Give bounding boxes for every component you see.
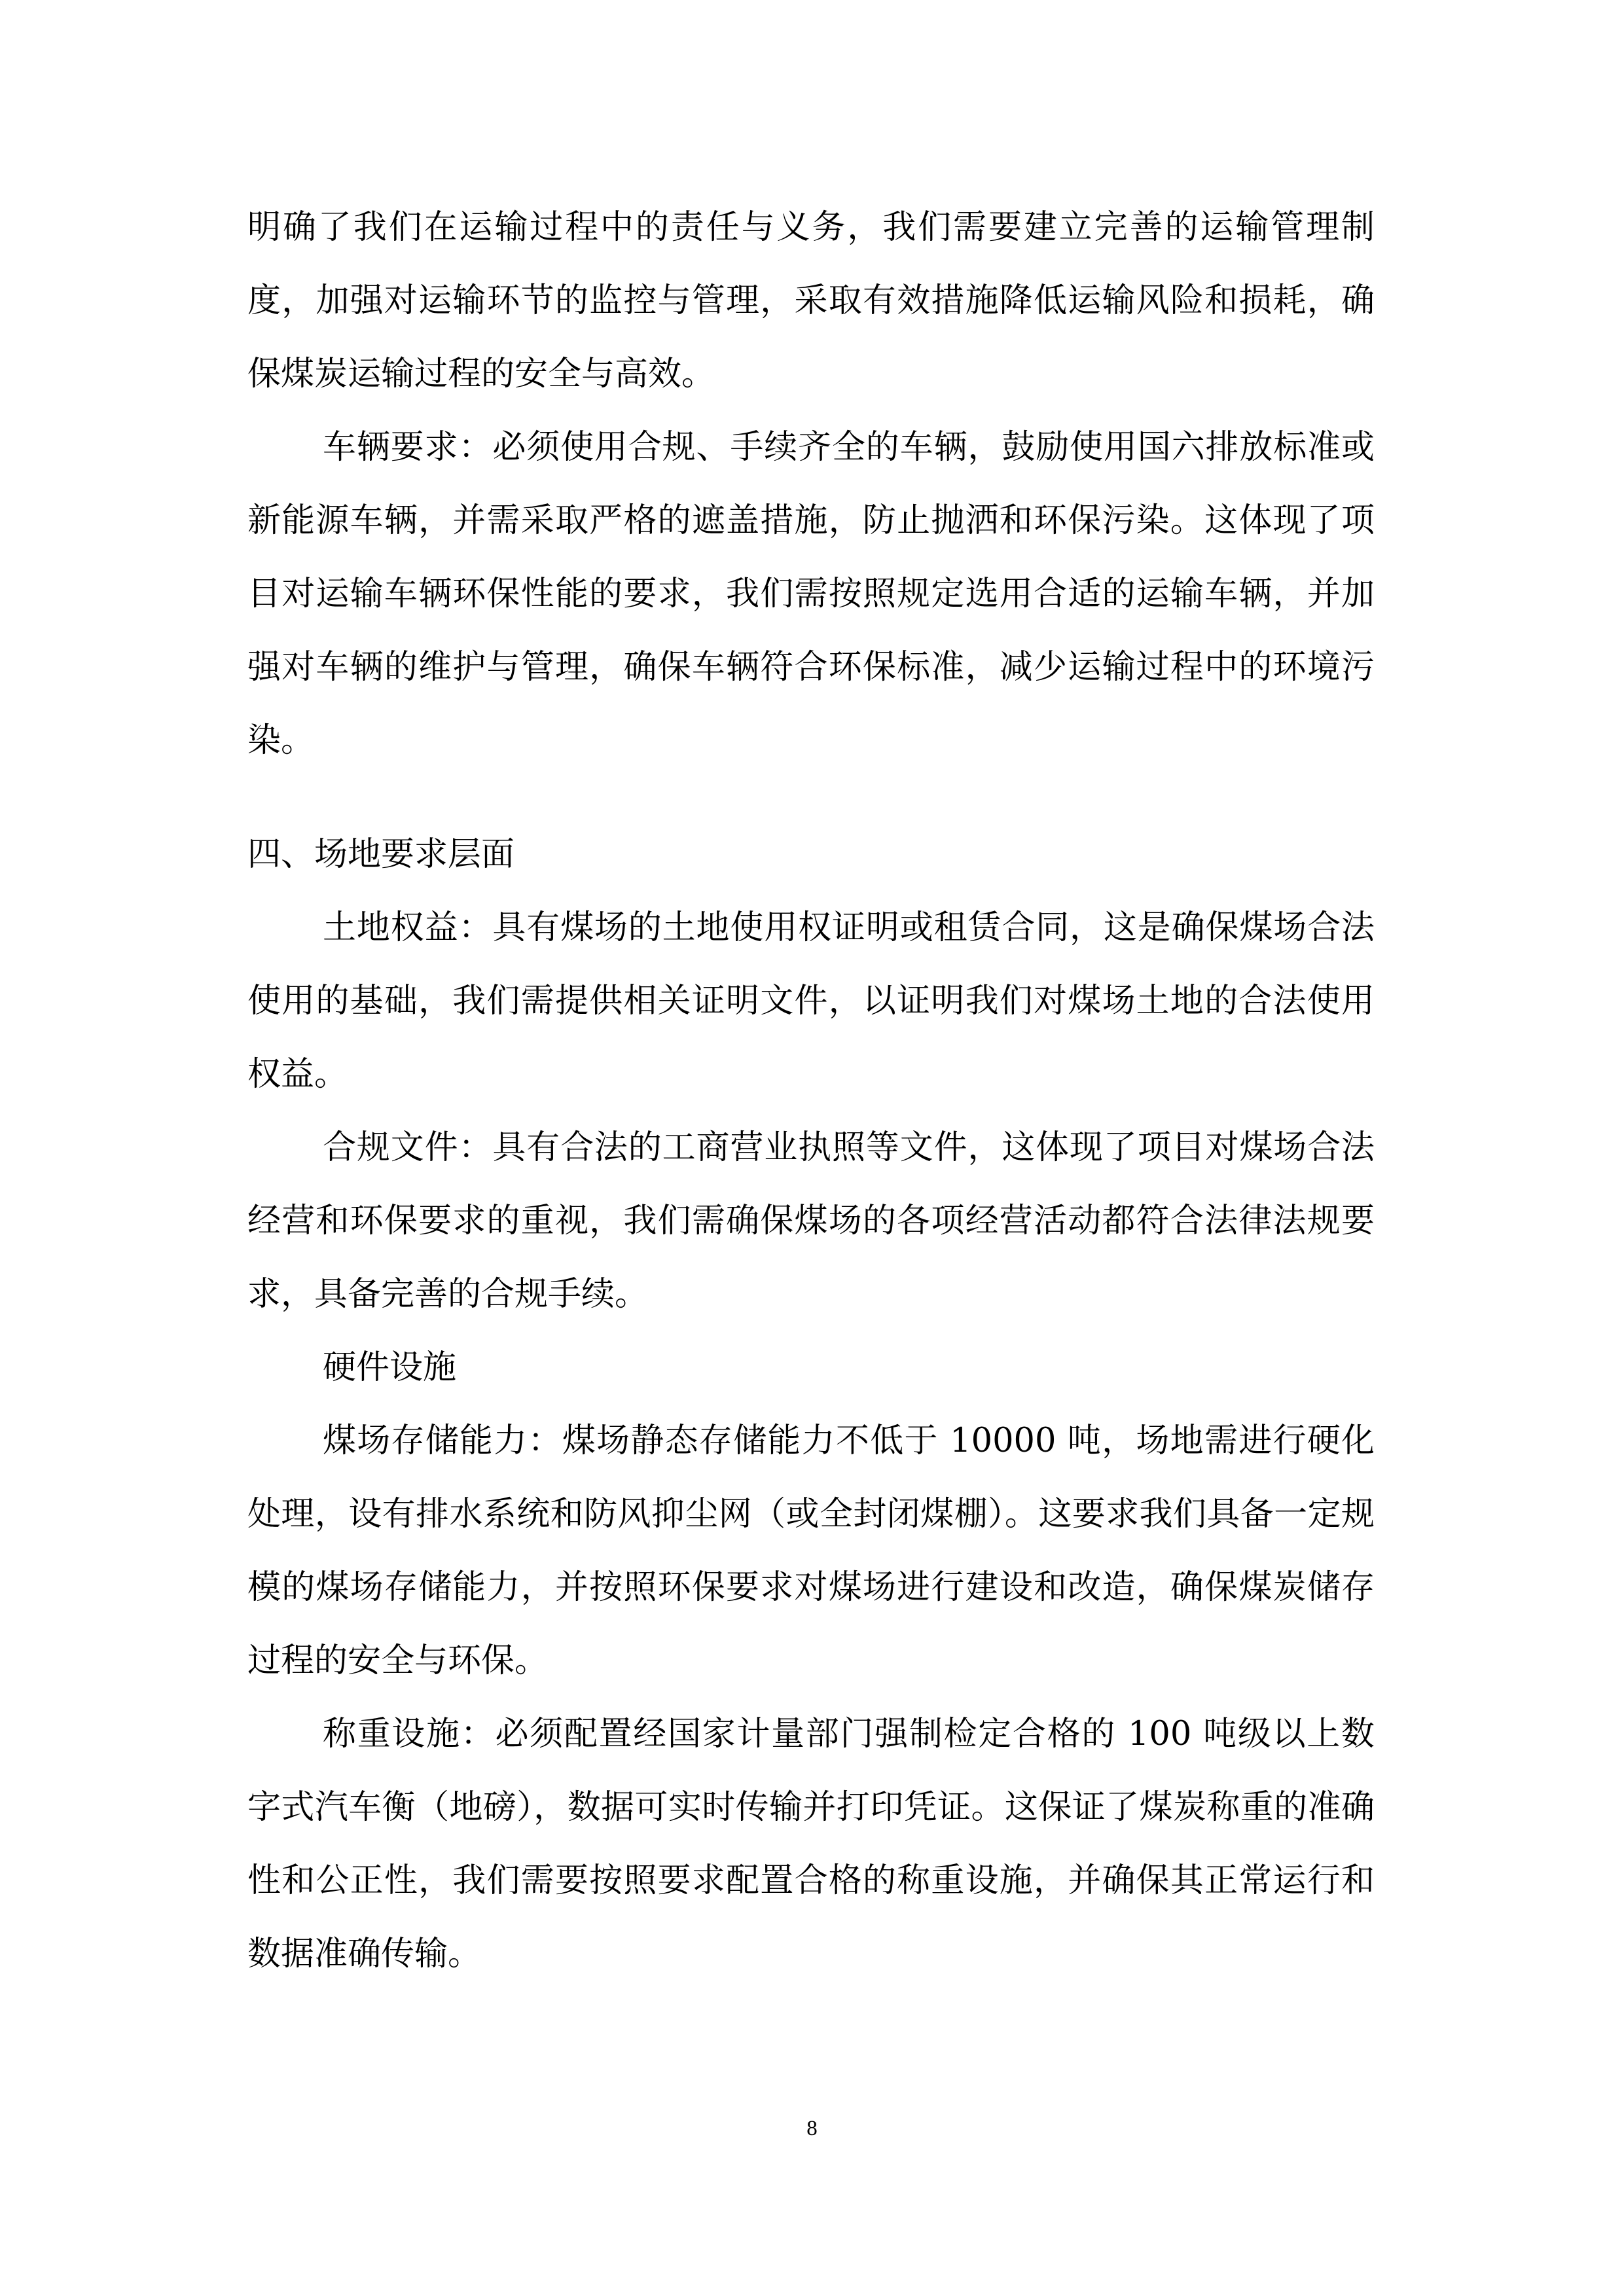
- page-number: 8: [806, 2117, 818, 2140]
- paragraph-compliance-documents: 合规文件：具有合法的工商营业执照等文件，这体现了项目对煤场合法经营和环保要求的重视，我们需确保煤场的各项经营活动都符合法律法规要求，具备完善的合规手续。: [247, 1128, 1375, 1314]
- body-text: [247, 191, 1375, 1991]
- section-heading-site-requirements: 四、场地要求层面: [247, 835, 515, 874]
- paragraph-storage-capacity: 煤场存储能力：煤场静态存储能力不低于 10000 吨，场地需进行硬化处理，设有排水系统和防风抑尘网（或全封闭煤棚）。这要求我们具备一定规模的煤场存储能力，并按照环保要求对煤场进行建设和改造，确保煤炭储存过程的安全与环保。: [247, 1422, 1375, 1680]
- paragraph-transport-duty: 明确了我们在运输过程中的责任与义务，我们需要建立完善的运输管理制度，加强对运输环节的监控与管理，采取有效措施降低运输风险和损耗，确保煤炭运输过程的安全与高效。: [247, 208, 1375, 393]
- subheading-hardware-facilities: 硬件设施: [323, 1348, 457, 1387]
- paragraph-vehicle-requirements: 车辆要求：必须使用合规、手续齐全的车辆，鼓励使用国六排放标准或新能源车辆，并需采取严格的遮盖措施，防止抛洒和环保污染。这体现了项目对运输车辆环保性能的要求，我们需按照规定选用合适的运输车辆，并加强对车辆的维护与管理，确保车辆符合环保标准，减少运输过程中的环境污染。: [247, 428, 1375, 760]
- paragraph-weighing-facilities: 称重设施：必须配置经国家计量部门强制检定合格的 100 吨级以上数字式汽车衡（地磅），数据可实时传输并打印凭证。这保证了煤炭称重的准确性和公正性，我们需要按照要求配置合格的称重设施，并确保其正常运行和数据准确传输。: [247, 1715, 1375, 1973]
- paragraph-land-rights: 土地权益：具有煤场的土地使用权证明或租赁合同，这是确保煤场合法使用的基础，我们需提供相关证明文件，以证明我们对煤场土地的合法使用权益。: [247, 908, 1375, 1094]
